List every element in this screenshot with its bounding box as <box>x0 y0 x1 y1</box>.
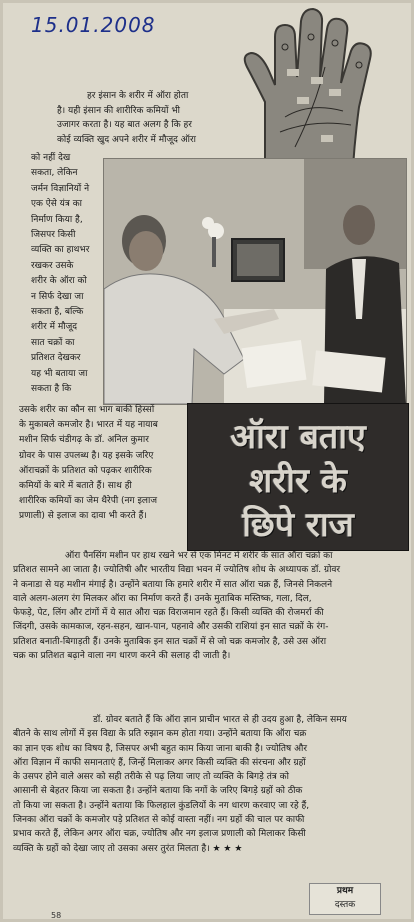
text-line: बीतने के साथ लोगों में इस विद्या के प्रति रुझान कम होता गया। उन्होंने बताया कि ऑरा चक्र <box>13 729 307 740</box>
text-line: कमियों के बारे में बताते हैं। साथ ही <box>19 481 132 492</box>
text-line: यह भी बताया जा <box>31 368 88 379</box>
page-number: 58 <box>51 911 62 919</box>
text-line: व्यक्ति के ग्रहों को देखा जाए तो उसका असर तुरंत मिलता है। ★ ★ ★ <box>13 843 243 854</box>
text-line: हर इंसान के शरीर में ऑरा होता <box>87 91 189 101</box>
text-line: जर्मन विज्ञानियों ने <box>31 183 90 194</box>
text-line: प्रभाव करते हैं, लेकिन अगर ऑरा चक्र, ज्योतिष और नग इलाज प्रणाली को मिलाकर किसी <box>13 829 306 840</box>
text-line: जिसपर किसी <box>31 230 76 241</box>
text-line: ऑरा विज्ञान में काफी समानताएं हैं, जिन्हें मिलाकर अगर किसी व्यक्ति की संरचना और ग्रहों <box>13 757 306 768</box>
text-line: फेफड़े, पेट, लिंग और टांगों में ये सात औरा चक्र विराजमान रहते हैं। किसी व्यक्ति की रोजमर्रा की <box>13 608 324 619</box>
stamp-line: दस्तक <box>334 900 356 910</box>
text-line: तो किया जा सकता है। उन्होंने बताया कि फिलहाल कुंडलियों के नग धारण करवाए जा रहे हैं, <box>13 800 310 811</box>
text-line: प्रतिशत बनाती-बिगाड़ती हैं। उनके मुताबिक इन सात चक्रों में से जो चक्र कमजोर है, उसे उस ऑरा <box>13 636 327 647</box>
text-line: ग्रोवर के पास उपलब्ध है। यह इसके जरिए <box>19 450 154 461</box>
text-line: रखकर उसके <box>31 260 74 271</box>
text-line: वाले अलग-अलग रंग मिलकर ऑरा का निर्माण करते हैं। उनके मुताबिक मस्तिष्क, गला, दिल, <box>13 593 312 604</box>
text-line: एक ऐसे यंत्र का <box>31 199 82 210</box>
handwritten-date: 15.01.2008 <box>31 13 156 37</box>
mid-column-text <box>19 403 185 525</box>
text-line: जिनका ऑरा चक्रों के कमजोर पड़े प्रतिशत से कोई वास्ता नहीं। नग ग्रहों की चाल पर काफी <box>13 815 305 826</box>
text-line: प्रणाली) से इलाज का दावा भी करते हैं। <box>19 511 147 522</box>
text-line: है। यही इंसान की शारीरिक कमियों भी <box>57 105 180 116</box>
text-line: के मुकाबले कमजोर है। भारत में यह नायाब <box>19 420 158 431</box>
text-line: प्रतिशत सामने आ जाता है। ज्योतिषी और भारतीय विद्या भवन में ज्योतिष शोध के अध्यापक डॉ. ग्रोवर <box>13 565 341 576</box>
text-line: शारीरिक कमियों का जेम थैरेपी (नग इलाज <box>19 496 158 507</box>
text-line: सकता है कि <box>31 384 72 395</box>
text-line: आसानी से बेहतर किया जा सकता है। उन्होंने बताया कि नगों के जरिए बिगड़े ग्रहों को ठीक <box>13 786 303 797</box>
text-line: ऑराचक्रों के प्रतिशत को पढ़कर शारीरिक <box>19 465 152 476</box>
headline-banner <box>187 403 409 551</box>
text-line: सकता है, बल्कि <box>31 307 84 318</box>
text-line: शरीर के ऑरा को <box>31 276 87 287</box>
text-line: शरीर में मौजूद <box>31 322 78 333</box>
headline-line: छिपे राज <box>242 505 354 545</box>
left-column-text <box>31 151 101 398</box>
text-line: प्रतिशत देखकर <box>31 353 81 364</box>
text-line: चक्र का प्रतिशत बढ़ाने वाला नग धारण करने की सलाह दी जाती है। <box>13 651 231 662</box>
text-line: निर्माण किया है, <box>31 214 83 225</box>
text-line: का ज्ञान एक शोध का विषय है, जिसपर अभी बहुत काम किया जाना बाकी है। ज्योतिष और <box>13 743 308 754</box>
text-line: मशीन सिर्फ चंडीगढ़ के डॉ. अनिल कुमार <box>19 435 149 446</box>
text-line: डॉ. ग्रोवर बताते हैं कि ऑरा ज्ञान प्राचीन भारत से ही उदय हुआ है, लेकिन समय <box>93 715 347 725</box>
headline-line: शरीर के <box>249 461 347 501</box>
text-line: कोई व्यक्ति खुद अपने शरीर में मौजूद ऑरा <box>57 134 196 145</box>
text-line: उजागर करता है। यह बात अलग है कि हर <box>57 120 192 131</box>
text-line: व्यक्ति का हाथभर <box>31 245 90 256</box>
paragraph-2 <box>13 549 405 663</box>
text-line: सकता, लेकिन <box>31 168 78 179</box>
palm-illustration <box>225 7 405 167</box>
headline-line: ऑरा बताए <box>230 417 366 457</box>
text-line: को नहीं देख <box>31 153 71 163</box>
text-line: सात चक्रों का <box>31 337 75 348</box>
text-line: ऑरा पैनसिंग मशीन पर हाथ रखने भर से एक मिनट में शरीर के सात ऑरा चक्रों का <box>65 551 333 561</box>
text-line: के उसपर होने वाले असर को सही तरीके से पढ़ लिया जाए तो व्यक्ति के बिगड़े तंत्र को <box>13 772 289 783</box>
text-line: उसके शरीर का कौन सा भाग बाकी हिस्सों <box>19 405 155 415</box>
publication-stamp <box>309 883 381 915</box>
text-line: न सिर्फ देखा जा <box>31 291 84 302</box>
text-line: ने कनाडा से यह मशीन मंगाई है। उन्होंने बताया कि हमारे शरीर में सात ऑरा चक्र हैं, जिनसे निकलने <box>13 579 333 590</box>
stamp-line: प्रथम <box>336 886 354 896</box>
text-line: जिंदगी, उसके कामकाज, रहन-सहन, खान-पान, पहनावे और उसकी राशियां इन सात चक्रों के रंग- <box>13 622 329 633</box>
intro-text <box>57 89 225 147</box>
newspaper-clipping <box>3 3 411 919</box>
paragraph-3 <box>13 713 405 856</box>
article-photo <box>103 158 407 405</box>
